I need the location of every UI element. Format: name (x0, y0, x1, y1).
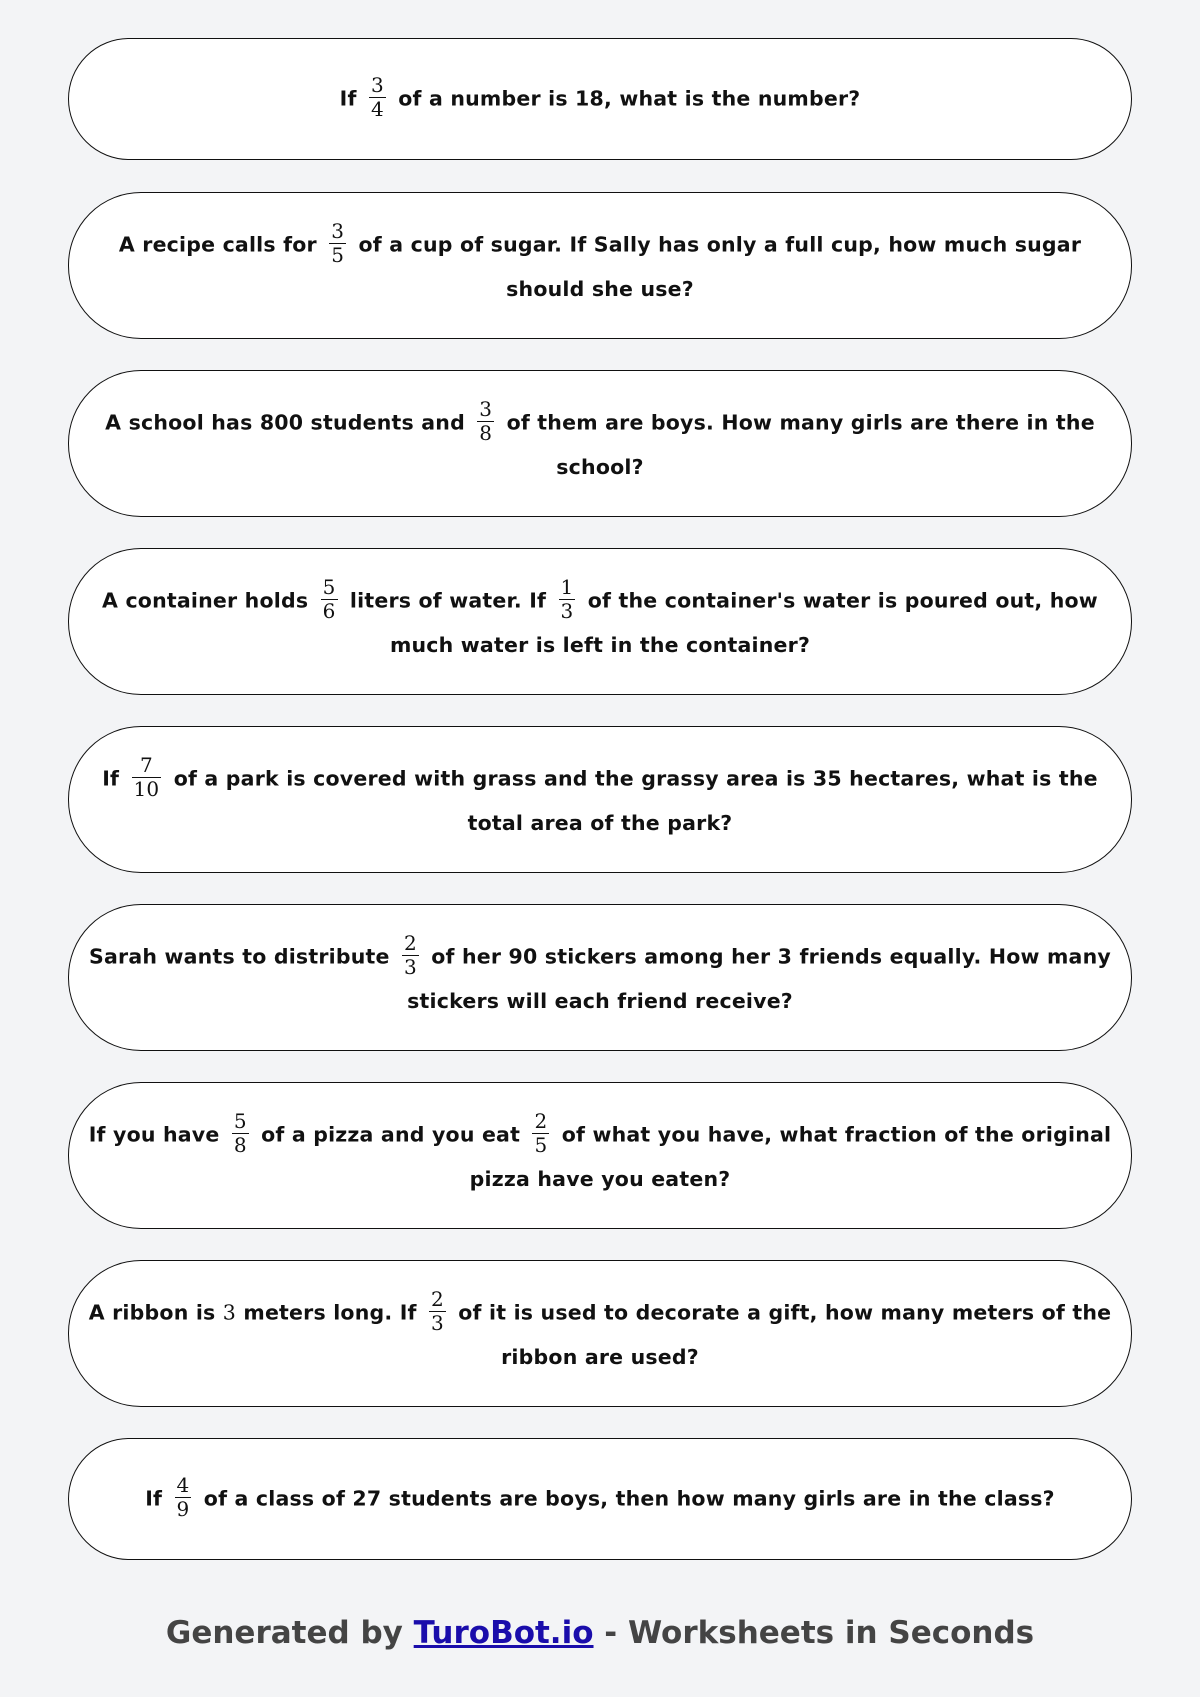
footer-suffix: - Worksheets in Seconds (593, 1615, 1035, 1651)
fraction-numerator: 7 (132, 754, 162, 778)
question-segment: of a park is covered with grass and the grassy area is 35 hectares, what is the total area of the park? (166, 766, 1098, 835)
question-segment: A ribbon is (88, 1300, 223, 1324)
question-segment: A recipe calls for (118, 232, 325, 256)
question-segment: liters of water. If (342, 588, 554, 612)
fraction-denominator: 6 (322, 598, 336, 623)
question-segment: of her 90 stickers among her 3 friends equally. How many stickers will each friend receive? (407, 944, 1111, 1013)
fraction-numerator: 2 (403, 930, 417, 955)
question-text (339, 72, 861, 123)
question-card-9 (68, 1438, 1132, 1560)
question-segment: If (102, 766, 127, 790)
question-segment: A school has 800 students and (105, 410, 473, 434)
question-text (83, 752, 1117, 844)
question-segment: meters long. If (236, 1300, 424, 1324)
question-text (83, 1108, 1117, 1200)
question-text (83, 930, 1117, 1022)
question-segment: Sarah wants to distribute (89, 944, 397, 968)
fraction-numerator: 1 (560, 574, 574, 599)
fraction (329, 220, 346, 267)
question-segment: of a number is 18, what is the number? (390, 86, 861, 110)
fraction-numerator: 3 (479, 396, 493, 421)
footer-credit (0, 1615, 1200, 1651)
fraction-denominator: 8 (479, 420, 493, 445)
fraction (321, 576, 338, 623)
question-card-2 (68, 192, 1132, 339)
question-segment: of them are boys. How many girls are there in the school? (499, 410, 1095, 479)
fraction-denominator: 5 (534, 1132, 548, 1157)
fraction-numerator: 3 (370, 72, 384, 97)
question-card-6 (68, 904, 1132, 1051)
fraction-numerator: 4 (176, 1472, 190, 1497)
question-segment: If (145, 1486, 170, 1510)
fraction (429, 1288, 446, 1335)
question-text (83, 218, 1117, 310)
fraction-denominator: 5 (331, 242, 345, 267)
question-card-1 (68, 38, 1132, 160)
question-text (83, 396, 1117, 488)
fraction-denominator: 9 (176, 1496, 190, 1521)
fraction (369, 74, 386, 121)
fraction (132, 754, 162, 801)
question-segment: of the container's water is poured out, how much water is left in the container? (389, 588, 1098, 657)
footer-prefix: Generated by (165, 1615, 414, 1651)
fraction-numerator: 5 (233, 1108, 247, 1133)
question-segment: If (339, 86, 364, 110)
fraction (477, 398, 494, 445)
question-text (83, 574, 1117, 666)
fraction-numerator: 2 (534, 1108, 548, 1133)
question-segment: of a pizza and you eat (253, 1122, 528, 1146)
fraction-denominator: 8 (233, 1132, 247, 1157)
fraction-denominator: 3 (560, 598, 574, 623)
fraction (559, 576, 576, 623)
question-card-8 (68, 1260, 1132, 1407)
fraction-denominator: 3 (403, 954, 417, 979)
question-card-7 (68, 1082, 1132, 1229)
question-text (83, 1286, 1117, 1378)
question-card-4 (68, 548, 1132, 695)
fraction-numerator: 2 (431, 1286, 444, 1311)
question-segment: of what you have, what fraction of the original pizza have you eaten? (469, 1122, 1112, 1191)
fraction (532, 1110, 549, 1157)
question-segment: of a cup of sugar. If Sally has only a full cup, how much sugar should she use? (351, 232, 1082, 301)
fraction-denominator: 10 (133, 776, 160, 801)
fraction (402, 932, 419, 979)
question-segment: of a class of 27 students are boys, then how many girls are in the class? (196, 1486, 1055, 1510)
question-card-3 (68, 370, 1132, 517)
turobot-link[interactable]: TuroBot.io (413, 1615, 594, 1651)
question-segment: If you have (88, 1122, 227, 1146)
fraction-numerator: 5 (322, 574, 336, 599)
fraction-denominator: 4 (370, 96, 384, 121)
fraction-numerator: 3 (331, 218, 345, 243)
question-text (145, 1472, 1055, 1523)
question-card-5 (68, 726, 1132, 873)
question-segment: A container holds (102, 588, 316, 612)
fraction (232, 1110, 249, 1157)
math-number: 3 (222, 1300, 237, 1324)
fraction (175, 1474, 192, 1521)
question-segment: of it is used to decorate a gift, how many meters of the ribbon are used? (450, 1300, 1112, 1369)
fraction-denominator: 3 (431, 1310, 444, 1335)
